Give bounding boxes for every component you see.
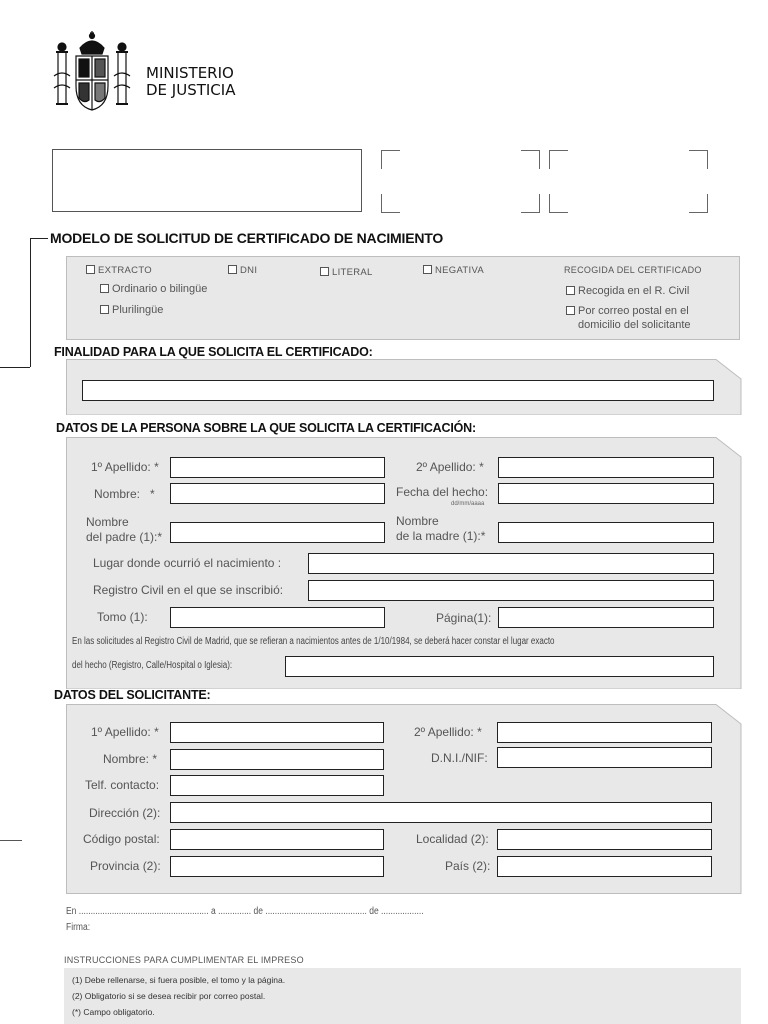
- ministry-name: [146, 65, 235, 99]
- sol-cp-label: Código postal:: [83, 832, 160, 846]
- required-mark: *: [154, 460, 159, 474]
- corner-mark: [689, 194, 708, 213]
- persona-tomo-input[interactable]: [170, 607, 385, 628]
- fold-line: [0, 840, 22, 841]
- option-label: Recogida en el R. Civil: [578, 285, 690, 297]
- sol-dni-input[interactable]: [497, 747, 712, 768]
- sol-provincia-label: Provincia (2):: [90, 859, 161, 873]
- tomo-label: Tomo (1):: [97, 610, 148, 624]
- instructions-title: INSTRUCCIONES PARA CUMPLIMENTAR EL IMPRESO: [64, 955, 304, 965]
- persona-title: DATOS DE LA PERSONA SOBRE LA QUE SOLICITA LA CERTIFICACIÓN:: [56, 421, 476, 435]
- ministry-line2: DE JUSTICIA: [146, 81, 236, 99]
- label-line: de la madre (1):: [396, 529, 481, 543]
- corner-mark: [381, 194, 400, 213]
- required-mark: *: [154, 725, 159, 739]
- checkbox-icon[interactable]: [320, 267, 329, 276]
- persona-lugar-exacto-input[interactable]: [285, 656, 714, 677]
- sol-cp-input[interactable]: [170, 829, 384, 850]
- padre-label: [86, 515, 162, 545]
- madrid-note-line1: En las solicitudes al Registro Civil de Madrid, que se refieran a nacimientos antes de 1/10/1984, se deberá hacer constar el lugar exacto: [72, 636, 555, 647]
- sol-localidad-label: Localidad (2):: [416, 832, 489, 846]
- sol-apellido2-input[interactable]: [497, 722, 712, 743]
- fold-line: [0, 367, 30, 368]
- label-text: 1º Apellido:: [91, 725, 151, 739]
- required-mark: *: [477, 725, 482, 739]
- persona-registro-input[interactable]: [308, 580, 714, 601]
- persona-madre-input[interactable]: [498, 522, 714, 543]
- label-text: 2º Apellido:: [416, 460, 476, 474]
- persona-pagina-input[interactable]: [498, 607, 714, 628]
- required-mark: *: [480, 529, 486, 543]
- signature-label: Firma:: [66, 922, 91, 933]
- option-label: LITERAL: [332, 267, 373, 278]
- option-correo[interactable]: [566, 305, 689, 317]
- sol-dni-label: D.N.I./NIF:: [431, 751, 488, 765]
- sol-direccion-label: Dirección (2):: [89, 806, 161, 820]
- corner-mark: [549, 150, 568, 169]
- checkbox-icon[interactable]: [423, 265, 432, 274]
- label-text: 1º Apellido:: [91, 460, 151, 474]
- corner-mark: [521, 150, 540, 169]
- lugar-label: Lugar donde ocurrió el nacimiento :: [93, 556, 282, 570]
- required-mark: *: [157, 530, 163, 544]
- apellido2-label: [416, 460, 484, 474]
- option-correo-line2: domicilio del solicitante: [578, 319, 691, 331]
- sol-apellido2-label: [414, 725, 482, 739]
- registro-label: Registro Civil en el que se inscribió:: [93, 583, 284, 597]
- sol-nombre-label: [103, 752, 157, 766]
- corner-mark: [549, 194, 568, 213]
- sol-localidad-input[interactable]: [497, 829, 712, 850]
- option-recogida-rc[interactable]: [566, 285, 689, 297]
- sol-pais-label: País (2):: [445, 859, 491, 873]
- pagina-label: Página(1):: [436, 611, 492, 625]
- persona-lugar-input[interactable]: [308, 553, 714, 574]
- label-line: Nombre: [396, 514, 439, 528]
- required-mark: *: [152, 752, 158, 766]
- label-text: Nombre:: [94, 487, 141, 501]
- corner-mark: [381, 150, 400, 169]
- label-line: del padre (1):: [86, 530, 158, 544]
- madre-label: [396, 514, 485, 544]
- madrid-note-line2: del hecho (Registro, Calle/Hospital o Iglesia):: [72, 660, 233, 671]
- recogida-title: RECOGIDA DEL CERTIFICADO: [564, 265, 702, 275]
- sol-telf-input[interactable]: [170, 775, 384, 796]
- option-label: Plurilingüe: [112, 304, 164, 316]
- sol-direccion-input[interactable]: [170, 802, 712, 823]
- instruction-item-1: (1) Debe rellenarse, si fuera posible, el tomo y la página.: [72, 975, 286, 985]
- sol-apellido1-input[interactable]: [170, 722, 384, 743]
- persona-fecha-input[interactable]: [498, 483, 714, 504]
- fold-line: [30, 238, 48, 239]
- fold-line: [30, 238, 31, 367]
- nombre-label: [94, 487, 155, 501]
- registry-stamp-box: [52, 149, 362, 212]
- sol-telf-label: Telf. contacto:: [85, 778, 160, 792]
- sol-pais-input[interactable]: [497, 856, 712, 877]
- coat-of-arms-logo: [52, 30, 132, 116]
- instruction-item-3: (*) Campo obligatorio.: [72, 1007, 155, 1017]
- required-mark: *: [150, 487, 155, 501]
- sol-provincia-input[interactable]: [170, 856, 384, 877]
- fecha-hint: dd/mm/aaaa: [451, 501, 485, 507]
- persona-apellido1-input[interactable]: [170, 457, 385, 478]
- persona-apellido2-input[interactable]: [498, 457, 714, 478]
- option-label: EXTRACTO: [98, 265, 152, 276]
- label-text: 2º Apellido:: [414, 725, 474, 739]
- option-dni[interactable]: [228, 265, 257, 276]
- form-title: MODELO DE SOLICITUD DE CERTIFICADO DE NACIMIENTO: [50, 230, 444, 246]
- sol-apellido1-label: [91, 725, 159, 739]
- persona-padre-input[interactable]: [170, 522, 385, 543]
- option-label: Por correo postal en el: [578, 305, 689, 317]
- instruction-item-2: (2) Obligatorio si se desea recibir por correo postal.: [72, 991, 266, 1001]
- option-label: Ordinario o bilingüe: [112, 283, 208, 295]
- option-plurilingue[interactable]: [100, 304, 163, 316]
- checkbox-icon[interactable]: [228, 265, 237, 274]
- checkbox-icon[interactable]: [566, 286, 575, 295]
- apellido1-label: [91, 460, 159, 474]
- option-ordinario[interactable]: [100, 283, 207, 295]
- sol-nombre-input[interactable]: [170, 749, 384, 770]
- label-line: Nombre: [86, 515, 129, 529]
- required-mark: *: [479, 460, 484, 474]
- option-negativa[interactable]: [423, 265, 484, 276]
- option-label: DNI: [240, 265, 258, 276]
- corner-mark: [689, 150, 708, 169]
- checkbox-icon[interactable]: [86, 265, 95, 274]
- corner-mark: [521, 194, 540, 213]
- ministry-line1: MINISTERIO: [146, 64, 234, 82]
- signature-place-date-line[interactable]: En ....................................................... a .............. de ........................................... de ..................: [66, 906, 424, 917]
- finalidad-title: FINALIDAD PARA LA QUE SOLICITA EL CERTIFICADO:: [54, 345, 373, 359]
- solicitante-title: DATOS DEL SOLICITANTE:: [54, 688, 211, 702]
- checkbox-icon[interactable]: [566, 306, 575, 315]
- persona-nombre-input[interactable]: [170, 483, 385, 504]
- fecha-label: Fecha del hecho:: [396, 485, 489, 499]
- checkbox-icon[interactable]: [100, 284, 109, 293]
- label-text: Nombre:: [103, 752, 150, 766]
- option-literal[interactable]: [320, 267, 373, 278]
- checkbox-icon[interactable]: [100, 305, 109, 314]
- option-label: NEGATIVA: [435, 265, 485, 276]
- option-extracto[interactable]: [86, 265, 152, 276]
- finalidad-input[interactable]: [82, 380, 714, 401]
